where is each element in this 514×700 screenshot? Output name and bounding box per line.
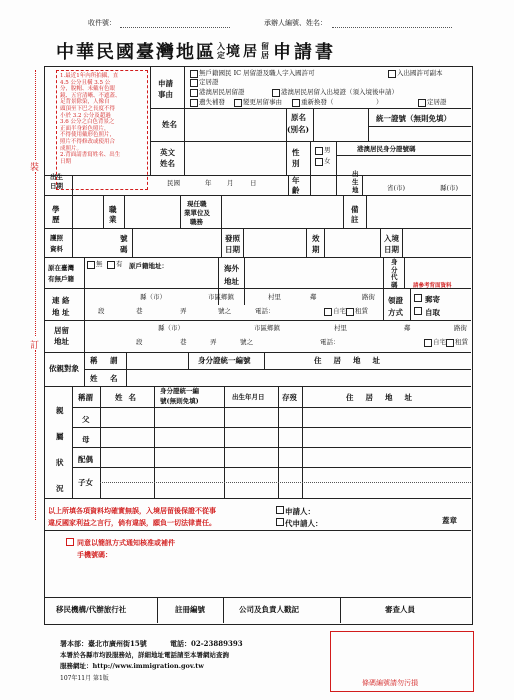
birthplace-char: 出	[352, 170, 359, 178]
declaration-line-2: 違反國家利益之言行，倘有違誤，願負一切法律責任。	[48, 518, 216, 527]
family-header-id-1: 身分證統一編	[160, 387, 199, 395]
issue-date-label-1: 發照	[225, 234, 240, 243]
birth-year-label: 年	[205, 179, 212, 187]
sms-notify-label: 同意以簡訊方式通知核准或補件	[77, 538, 175, 547]
contact-label-4: 址	[62, 308, 70, 317]
registration-header: 註冊編號	[175, 605, 205, 614]
education-label-1: 學	[52, 205, 60, 214]
english-name-label-2: 姓名	[160, 159, 175, 168]
checkbox-agent[interactable]	[276, 518, 284, 526]
family-side-char: 狀	[56, 458, 64, 467]
family-header-relation: 稱謂	[78, 393, 93, 402]
self-pickup-label: 自取	[425, 308, 440, 317]
contact-label-3: 地	[52, 308, 60, 317]
passport-label-1: 護照	[50, 234, 63, 242]
residence-number: 號之	[240, 338, 253, 346]
reviewer-header: 審查人員	[385, 605, 415, 614]
birth-month-label: 月	[227, 179, 234, 187]
sex-label-2: 別	[292, 159, 300, 168]
female-label: 女	[324, 157, 331, 165]
option-hk-residence: 港澳居民居留證	[199, 88, 245, 96]
residence-rent-label: 租賃	[455, 338, 468, 346]
basis-relation-label-2: 謂	[110, 356, 118, 365]
residence-phone: 電話：	[320, 338, 340, 346]
contact-road: 路街	[362, 293, 375, 301]
family-header-address: 住居地址	[346, 393, 424, 402]
photo-note-line: 足背景除染，人像自	[60, 99, 110, 106]
option-settle-cert: 定居證	[199, 78, 219, 86]
title-left: 中華民國臺灣地區	[56, 42, 216, 63]
validity-label-1: 效	[312, 234, 320, 243]
agency-header: 移民機構/代辦旅行社	[56, 605, 127, 614]
photo-guidelines	[60, 73, 146, 165]
residence-road: 路街	[454, 324, 467, 332]
service-website[interactable]: 服務網址：http://www.immigration.gov.tw	[60, 662, 204, 670]
photo-note-line: 不得使用戴形色照片，	[60, 132, 116, 139]
residence-lane: 巷	[180, 338, 187, 346]
uid-label: 統一證號（無則免填）	[376, 114, 451, 123]
job-label-1: 職	[109, 205, 117, 214]
sex-label-1: 性	[292, 148, 300, 157]
has-household-label: 有	[116, 260, 123, 268]
title-mid: 境居	[226, 44, 260, 60]
checkbox-lost-reissue[interactable]	[190, 99, 198, 107]
basis-uid-label: 身分證統一編號	[198, 356, 251, 365]
overseas-address-label-2: 地址	[224, 277, 239, 286]
birthplace-label	[352, 170, 359, 194]
title-small-entry: 入	[217, 41, 225, 51]
contact-neighbor: 鄰	[310, 293, 317, 301]
hq-phone: 電話：02-23889393	[170, 639, 243, 648]
family-header-name: 姓名	[115, 393, 142, 402]
basis-relation-label-1: 稱	[90, 356, 98, 365]
checkbox-residence-rent[interactable]	[446, 339, 454, 347]
hk-id-label: 港澳居民身分證號碼	[357, 145, 416, 153]
basis-name-label-2: 名	[110, 374, 118, 383]
form-version: 107年11月 第1版	[60, 675, 109, 682]
family-row-children: 子女	[78, 478, 93, 487]
issue-date-label-2: 日期	[225, 245, 240, 254]
agent-label: 代申請人：	[285, 519, 323, 528]
no-household-label: 無	[96, 260, 103, 268]
validity-label-2: 期	[312, 245, 320, 254]
checkbox-ic-permit[interactable]	[190, 70, 198, 78]
county-label: 縣(市)	[440, 184, 459, 192]
checkbox-hk-entry[interactable]	[272, 89, 280, 97]
family-row-father: 父	[82, 415, 90, 424]
handler-label: 承辦人編號、姓名：	[264, 19, 327, 27]
orig-household-label-2: 有無戶籍	[48, 275, 74, 283]
family-side-char: 況	[56, 484, 64, 493]
photo-note-line: 日期	[60, 158, 72, 165]
photo-note-line: 頭頂至下巴之長度不得	[60, 105, 116, 112]
contact-lane: 巷	[136, 307, 143, 315]
own-house-label: 自宅	[333, 307, 346, 315]
checkbox-settle-cert[interactable]	[190, 79, 198, 87]
residence-village: 村里	[334, 324, 347, 332]
family-side-char: 屬	[56, 432, 64, 441]
basis-person-label: 依親對象	[49, 364, 79, 373]
orig-address-label: 原戶籍地址：	[129, 262, 168, 270]
binding-mark-top: 裝	[30, 163, 40, 173]
current-job-label-3: 職務	[190, 218, 203, 226]
photo-note-line: 4.5 公分且橫 3.5 公	[60, 79, 111, 86]
id-code-char: 分	[391, 265, 398, 274]
family-row-mother: 母	[82, 435, 90, 444]
passport-number-label-1: 號	[120, 234, 128, 243]
residence-label-2: 地址	[54, 337, 69, 346]
declaration-line-1: 以上所填各項資料均確實無誤，入境居留後保證不從事	[48, 506, 216, 515]
title-small-reside: 留	[261, 41, 269, 51]
residence-county: 縣（市）	[158, 324, 184, 332]
binding-mark-bottom: 訂	[30, 341, 40, 351]
option-lost-reissue: 遺失補發	[199, 98, 225, 106]
family-side-char: 親	[56, 406, 64, 415]
family-side-label	[56, 398, 64, 502]
option-renew: 重新換發（	[301, 98, 334, 106]
id-code-char: 代	[391, 273, 398, 281]
family-header-id-2: 號(無則免填)	[160, 397, 199, 405]
birthplace-char: 地	[352, 186, 359, 194]
education-label-2: 歷	[52, 215, 60, 224]
option-hk-entry: 港澳居民居留入出境證（須入境後申請）	[281, 88, 398, 96]
photo-note-line: 成照片。	[60, 145, 83, 152]
title-small-settle: 定	[217, 50, 225, 60]
title-small-dwell: 居	[261, 50, 269, 60]
pickup-label-2: 方式	[388, 308, 403, 317]
photo-note-line: 正面半身彩色照片，	[60, 125, 110, 132]
checkbox-applicant[interactable]	[276, 506, 284, 514]
checkbox-female[interactable]	[315, 158, 323, 166]
photo-note-line: 1.最近1年內所拍攝，直	[60, 73, 119, 79]
passport-number-label-2: 碼	[120, 245, 128, 254]
residence-district: 市區鄉鎮	[254, 324, 280, 332]
checkbox-own-house[interactable]	[324, 308, 332, 316]
checkbox-mail[interactable]	[414, 294, 422, 302]
entry-date-label-1: 入境	[384, 234, 399, 243]
checkbox-has-household[interactable]	[107, 261, 115, 269]
id-code-char: 身	[391, 258, 398, 266]
checkbox-permit-copy[interactable]	[388, 70, 396, 78]
contact-label-2: 絡	[62, 296, 70, 305]
id-code-char: 碼	[391, 280, 398, 289]
residence-alley: 弄	[210, 338, 217, 346]
job-label-2: 業	[109, 215, 117, 224]
residence-label-1: 居留	[54, 326, 69, 335]
basis-address-label: 住居地址	[314, 356, 392, 365]
form-title	[56, 38, 336, 62]
option-settle-cert-2: 定居證	[427, 98, 447, 106]
name-label: 姓名	[162, 120, 177, 129]
photo-note-line: 照片不得修改或使用合	[60, 138, 116, 145]
checkbox-sms-notify[interactable]	[66, 538, 74, 546]
family-row-spouse: 配偶	[78, 455, 93, 464]
checkbox-no-household[interactable]	[87, 261, 95, 269]
option-renew-close: ）	[376, 98, 383, 106]
birth-roc-label: 民國	[167, 179, 180, 187]
pickup-label-1: 領證	[388, 296, 403, 305]
mobile-number-label: 手機號碼：	[77, 550, 112, 559]
checkbox-change-reason[interactable]	[234, 99, 242, 107]
current-job-label-2: 業單位及	[184, 209, 210, 217]
id-code-note: 請參考背面資料	[413, 283, 452, 289]
apply-reason-label-1: 申請	[158, 79, 173, 88]
contact-county: 縣（市）	[140, 293, 166, 301]
service-note: 本署於各縣市均設服務站，詳細地址電話請至本署網站查詢	[60, 651, 229, 659]
photo-note-line: 鏡、五官清晰、不遮蓋、	[60, 92, 121, 99]
contact-phone: 電話：	[255, 307, 275, 315]
rent-house-label: 租賃	[355, 307, 368, 315]
contact-section: 段	[98, 307, 105, 315]
english-name-label-1: 英文	[160, 148, 175, 157]
male-label: 男	[324, 146, 331, 154]
company-stamp-header: 公司及負責人戳記	[239, 605, 299, 614]
contact-alley: 弄	[180, 307, 187, 315]
basis-name-label-1: 姓	[90, 374, 98, 383]
remark-label-2: 註	[351, 215, 359, 224]
receipt-number-label: 收件號：	[88, 19, 116, 27]
province-label: 省(市)	[387, 184, 406, 192]
option-ic-permit: 無戶籍國民 IC 居留證及職人字入國許可	[199, 69, 315, 77]
contact-district: 市區鄉鎮	[208, 293, 234, 301]
mail-label: 郵寄	[425, 295, 440, 304]
overseas-address-label-1: 海外	[224, 264, 239, 273]
checkbox-self-pickup[interactable]	[414, 307, 422, 315]
photo-note-line: 2.背面請書寫姓名、出生	[60, 152, 121, 159]
barcode-note: 條碼編號請勿污損	[362, 679, 418, 687]
birth-date-label-2: 日期	[50, 182, 63, 190]
birth-day-label: 日	[250, 179, 257, 187]
residence-section: 段	[136, 338, 143, 346]
checkbox-renew[interactable]	[292, 99, 300, 107]
photo-note-line: 分，脫帽、未戴有色眼	[60, 86, 116, 93]
passport-label-2: 資料	[50, 245, 63, 253]
residence-own-label: 自宅	[433, 338, 446, 346]
birth-date-label-1: 出生	[50, 173, 63, 181]
checkbox-male[interactable]	[315, 147, 323, 155]
checkbox-rent-house[interactable]	[346, 308, 354, 316]
entry-date-label-2: 日期	[384, 245, 399, 254]
photo-note-line: 3.6 公分之白色背景之	[60, 119, 115, 126]
family-header-alive: 存歿	[282, 393, 297, 402]
contact-village: 村里	[268, 293, 281, 301]
photo-note-line: 小於 3.2 公分及超過	[60, 112, 111, 119]
orig-name-label: 原名	[291, 113, 306, 122]
title-right: 申請書	[273, 42, 336, 63]
checkbox-residence-own[interactable]	[424, 339, 432, 347]
hq-address: 署本部：臺北市廣州街15號	[60, 639, 147, 648]
remark-label-1: 備	[351, 205, 359, 214]
orig-household-label-1: 原在臺灣	[48, 264, 74, 272]
residence-neighbor: 鄰	[404, 324, 411, 332]
checkbox-hk-residence[interactable]	[190, 89, 198, 97]
current-job-label-1: 現任職	[187, 200, 207, 208]
checkbox-settle-cert-2[interactable]	[418, 99, 426, 107]
contact-label-1: 連	[52, 296, 60, 305]
option-permit-copy: 入出國許可副本	[397, 69, 443, 77]
seal-label: 蓋章	[442, 516, 457, 525]
applicant-label: 申請人：	[285, 507, 315, 516]
age-label-2: 齡	[292, 186, 300, 195]
option-change-reason: 變更居留事由	[243, 98, 282, 106]
id-code-label	[391, 259, 398, 289]
apply-reason-label-2: 事由	[158, 90, 173, 99]
alias-label: (別名)	[287, 125, 310, 134]
birthplace-char: 生	[352, 178, 359, 186]
contact-number: 號之	[218, 307, 231, 315]
age-label-1: 年	[292, 176, 300, 185]
family-header-birth: 出生年月日	[232, 393, 265, 401]
